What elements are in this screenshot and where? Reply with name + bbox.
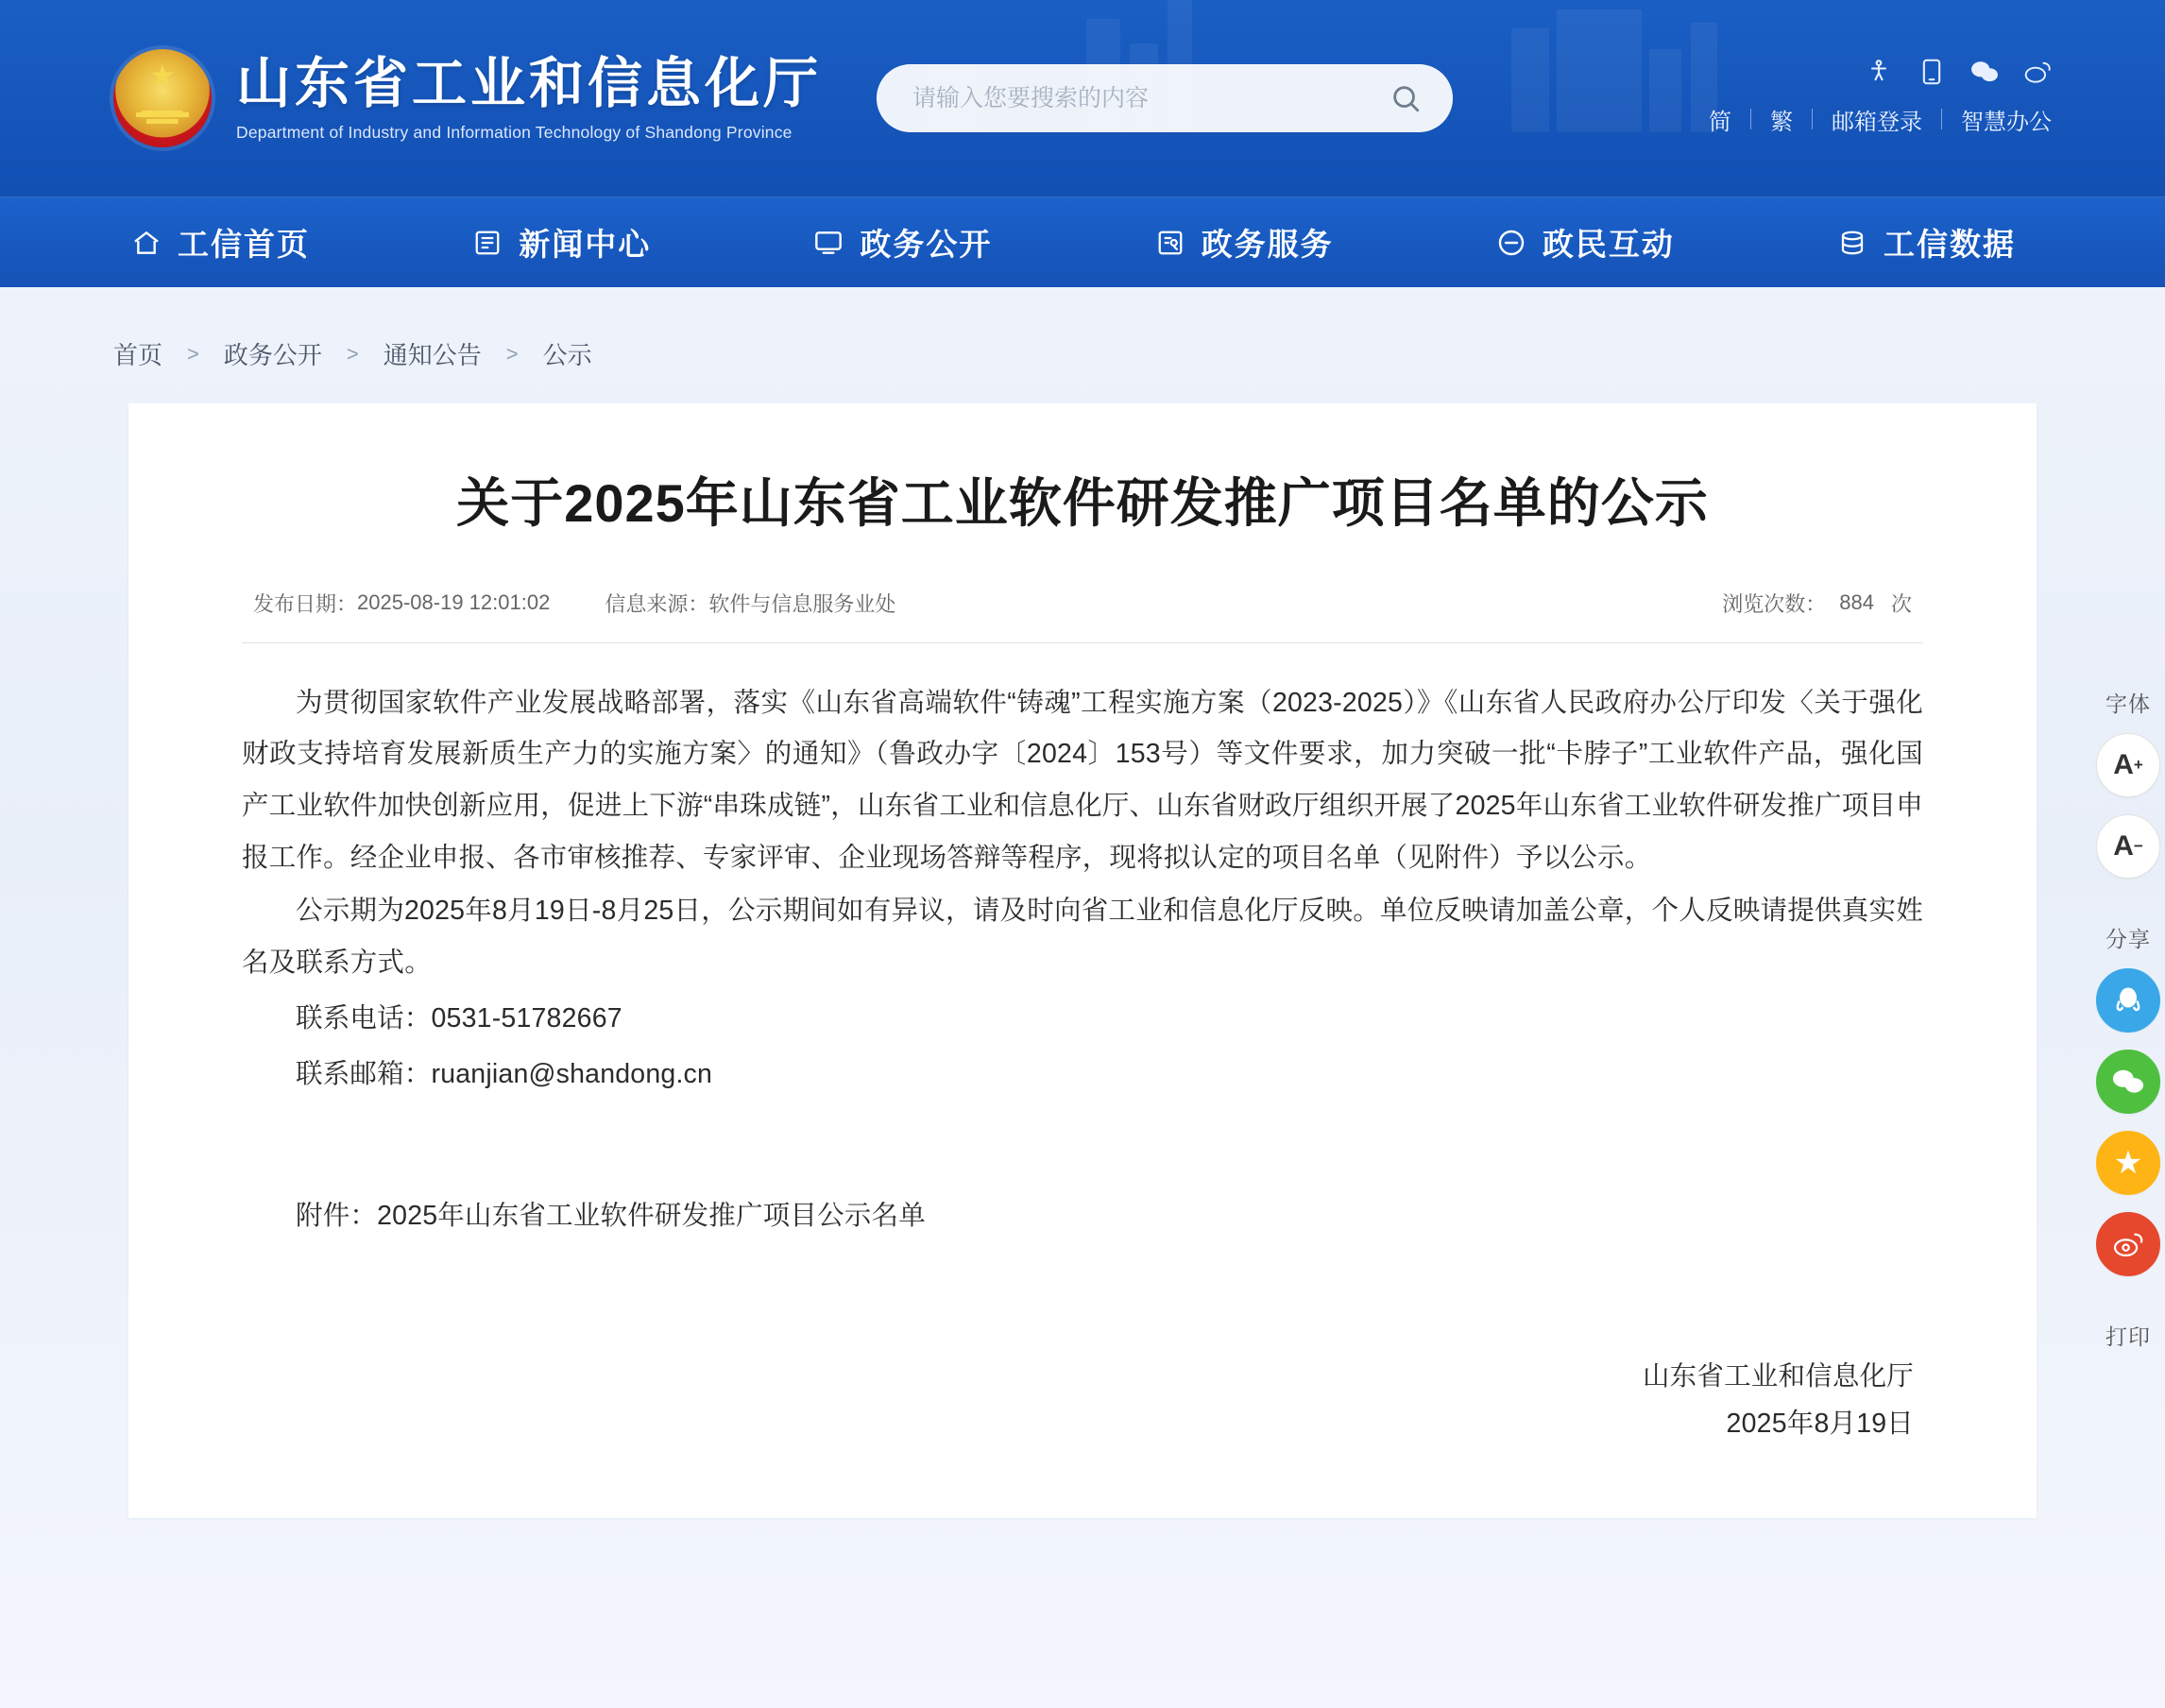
utility-links bbox=[1709, 103, 2052, 136]
breadcrumb-item-home[interactable]: 首页 bbox=[113, 341, 163, 369]
share-weibo-icon[interactable] bbox=[2096, 1212, 2160, 1276]
database-icon bbox=[1836, 227, 1868, 259]
views-label: 浏览次数： bbox=[1722, 591, 1827, 616]
share-wechat-icon[interactable] bbox=[2096, 1050, 2160, 1114]
article-paragraph: 公示期为2025年8月19日-8月25日，公示期间如有异议，请及时向省工业和信息化厅反映。单位反映请加盖公章，个人反映请提供真实姓名及联系方式。 bbox=[242, 896, 1923, 979]
signature bbox=[242, 1354, 1923, 1448]
search-box[interactable] bbox=[877, 64, 1453, 132]
home-icon bbox=[130, 227, 162, 259]
divider bbox=[1750, 109, 1751, 129]
divider bbox=[1812, 109, 1813, 129]
breadcrumb-item-affairs-open[interactable]: 政务公开 bbox=[223, 341, 322, 369]
site-header bbox=[0, 0, 2165, 196]
views-count: 884 bbox=[1839, 590, 1874, 615]
nav-item-affairs-service[interactable] bbox=[1118, 220, 1370, 265]
font-decrease-label: A bbox=[2113, 830, 2134, 862]
nav-label: 工信数据 bbox=[1884, 227, 2017, 262]
national-emblem-icon bbox=[113, 49, 212, 147]
smart-office-link[interactable]: 智慧办公 bbox=[1961, 109, 2052, 135]
service-icon bbox=[1154, 227, 1186, 259]
source-value: 软件与信息服务业处 bbox=[708, 591, 896, 616]
print-label: 打印 bbox=[2105, 1324, 2151, 1349]
divider bbox=[242, 642, 1923, 643]
publish-date-label: 发布日期： bbox=[253, 591, 358, 616]
font-increase-button[interactable] bbox=[2096, 733, 2160, 797]
lang-simplified-link[interactable]: 简 bbox=[1709, 109, 1731, 135]
attachment-link[interactable]: 附件：2025年山东省工业软件研发推广项目公示名单 bbox=[296, 1201, 926, 1232]
article bbox=[128, 468, 2037, 1448]
font-decrease-button[interactable] bbox=[2096, 814, 2160, 879]
nav-label: 政务公开 bbox=[860, 227, 993, 262]
share-label: 分享 bbox=[2105, 927, 2151, 951]
page-title: 关于2025年山东省工业软件研发推广项目名单的公示 bbox=[456, 473, 1709, 533]
search-input[interactable] bbox=[912, 85, 1387, 112]
page-body bbox=[0, 287, 2165, 1708]
site-title-cn: 山东省工业和信息化厅 bbox=[236, 53, 823, 115]
font-size-label: 字体 bbox=[2105, 692, 2151, 716]
divider bbox=[1941, 109, 1942, 129]
nav-label: 政民互动 bbox=[1542, 227, 1675, 262]
site-title-en: Department of Industry and Information Technology of Shandong Province bbox=[236, 122, 793, 142]
nav-label: 工信首页 bbox=[178, 227, 310, 262]
signature-org: 山东省工业和信息化厅 bbox=[1642, 1361, 1914, 1392]
main-nav bbox=[0, 196, 2165, 287]
chat-icon bbox=[1495, 227, 1527, 259]
utility-icon-row bbox=[1865, 58, 2052, 86]
nav-label: 新闻中心 bbox=[519, 227, 652, 262]
lang-traditional-link[interactable]: 繁 bbox=[1770, 109, 1793, 135]
signature-date: 2025年8月19日 bbox=[1726, 1408, 1914, 1439]
breadcrumb-item-publicity[interactable]: 公示 bbox=[542, 341, 592, 369]
breadcrumb-separator: > bbox=[505, 341, 519, 366]
mobile-icon[interactable] bbox=[1918, 58, 1946, 86]
accessibility-icon[interactable] bbox=[1865, 58, 1893, 86]
font-increase-label: A bbox=[2113, 749, 2134, 780]
header-utilities bbox=[1709, 58, 2052, 140]
font-increase-sup: + bbox=[2133, 756, 2143, 774]
nav-item-interaction[interactable] bbox=[1459, 220, 1711, 265]
article-paragraph: 为贯彻国家软件产业发展战略部署，落实《山东省高端软件“铸魂”工程实施方案（2023-2025）》《山东省人民政府办公厅印发〈关于强化财政支持培育发展新质生产力的实施方案〉的通知》（鲁政办字〔2024〕153号）等文件要求，加力突破一批“卡脖子”工业软件产品，强化国产工业软件加快创新应用，促进上下游“串珠成链”，山东省工业和信息化厅、山东省财政厅组织开展了2025年山东省工业软件研发推广项目申报工作。经企业申报、各市审核推荐、专家评审、企业现场答辩等程序，现将拟认定的项目名单（见附件）予以公示。 bbox=[242, 687, 1923, 873]
nav-label: 政务服务 bbox=[1201, 227, 1334, 262]
breadcrumb-separator: > bbox=[187, 341, 199, 366]
breadcrumb bbox=[0, 287, 2165, 403]
article-card bbox=[128, 403, 2151, 1518]
contact-phone: 联系电话：0531-51782667 bbox=[296, 1002, 622, 1033]
publish-date-value: 2025-08-19 12:01:02 bbox=[357, 590, 551, 615]
news-icon bbox=[471, 227, 503, 259]
monitor-icon bbox=[812, 227, 844, 259]
wechat-icon[interactable] bbox=[1970, 58, 1999, 86]
article-body bbox=[242, 677, 1923, 1448]
breadcrumb-separator: > bbox=[346, 341, 359, 366]
views-unit: 次 bbox=[1890, 591, 1912, 616]
mail-login-link[interactable]: 邮箱登录 bbox=[1832, 109, 1922, 135]
nav-item-affairs-open[interactable] bbox=[776, 220, 1028, 265]
source-label: 信息来源： bbox=[605, 591, 709, 616]
share-qq-icon[interactable] bbox=[2096, 968, 2160, 1033]
tool-rail bbox=[2057, 687, 2165, 1366]
article-meta bbox=[242, 589, 1923, 618]
nav-item-home[interactable] bbox=[113, 220, 346, 265]
nav-item-data[interactable] bbox=[1800, 220, 2052, 265]
contact-email: 联系邮箱：ruanjian@shandong.cn bbox=[296, 1058, 713, 1089]
site-logo[interactable] bbox=[113, 49, 822, 147]
search-icon[interactable] bbox=[1387, 79, 1424, 117]
weibo-icon[interactable] bbox=[2023, 58, 2052, 86]
font-decrease-sup: − bbox=[2133, 837, 2143, 855]
nav-item-news[interactable] bbox=[435, 220, 687, 265]
breadcrumb-item-notices[interactable]: 通知公告 bbox=[383, 341, 482, 369]
star-glyph: ★ bbox=[2113, 1145, 2143, 1181]
share-favorite-icon[interactable] bbox=[2096, 1131, 2160, 1195]
